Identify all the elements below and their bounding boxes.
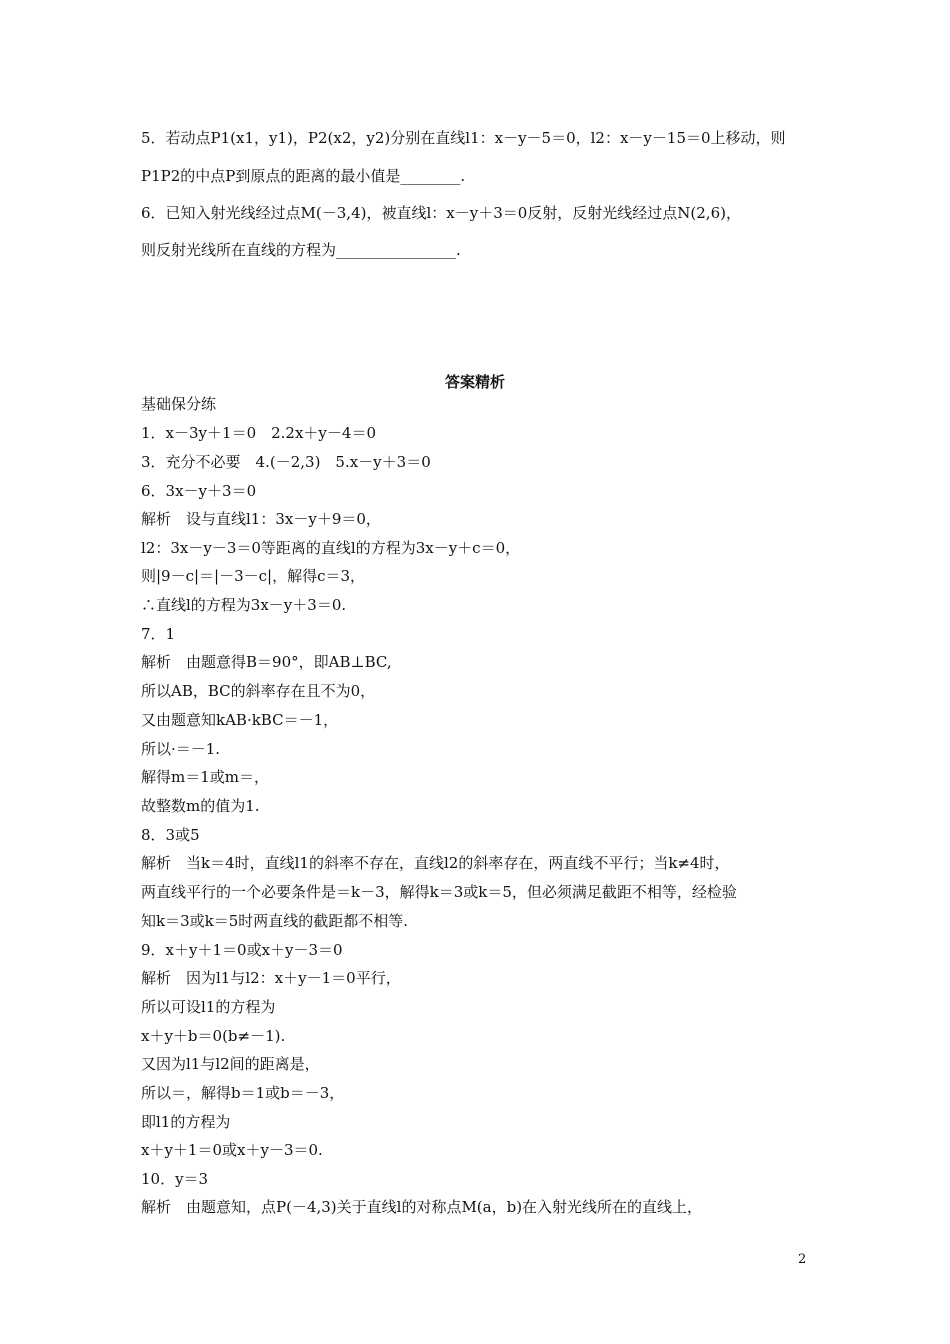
answer-line: 7．1 xyxy=(141,625,176,643)
answer-line: 又由题意知kAB·kBC＝－1， xyxy=(141,711,339,729)
answer-line: 3．充分不必要 4.(－2,3) 5.x－y＋3＝0 xyxy=(141,453,431,471)
answer-line: 知k＝3或k＝5时两直线的截距都不相等. xyxy=(141,912,409,930)
answer-line: 解得m＝1或m＝， xyxy=(141,768,269,786)
answer-line: 则|9－c|＝|－3－c|，解得c＝3， xyxy=(141,567,366,585)
question-5-line-1: 5．若动点P1(x1，y1)，P2(x2，y2)分别在直线l1：x－y－5＝0，l2：x－y－15＝0上移动，则 xyxy=(141,129,786,147)
answer-line: 所以＝，解得b＝1或b＝－3， xyxy=(141,1084,345,1102)
answer-line: 两直线平行的一个必要条件是＝k－3，解得k＝3或k＝5，但必须满足截距不相等，经检验 xyxy=(141,883,737,901)
answer-line: 10．y＝3 xyxy=(141,1170,209,1188)
answer-line: 所以可设l1的方程为 xyxy=(141,998,276,1016)
question-6-line-2: 则反射光线所在直线的方程为________________. xyxy=(141,241,461,259)
question-6-line-1: 6．已知入射光线经过点M(－3,4)，被直线l：x－y＋3＝0反射，反射光线经过点N(2,6)， xyxy=(141,204,741,222)
answer-line: 8．3或5 xyxy=(141,826,200,844)
answer-line: 故整数m的值为1. xyxy=(141,797,260,815)
answer-line: 解析 由题意知，点P(－4,3)关于直线l的对称点M(a，b)在入射光线所在的直线上， xyxy=(141,1198,703,1216)
answer-line: x＋y＋1＝0或x＋y－3＝0. xyxy=(141,1141,323,1159)
question-5-line-2: P1P2的中点P到原点的距离的最小值是________. xyxy=(141,167,466,185)
answer-line: 6．3x－y＋3＝0 xyxy=(141,482,257,500)
answer-line: 9．x＋y＋1＝0或x＋y－3＝0 xyxy=(141,941,343,959)
answer-line: x＋y＋b＝0(b≠－1). xyxy=(141,1027,286,1045)
answer-line: 即l1的方程为 xyxy=(141,1113,231,1131)
answer-line: 解析 因为l1与l2：x＋y－1＝0平行， xyxy=(141,969,401,987)
answer-line: 解析 由题意得B＝90°，即AB⊥BC, xyxy=(141,653,392,671)
answer-line: 1．x－3y＋1＝0 2.2x＋y－4＝0 xyxy=(141,424,376,442)
answer-line: 所以AB，BC的斜率存在且不为0， xyxy=(141,682,376,700)
answer-line: 解析 当k＝4时，直线l1的斜率不存在，直线l2的斜率存在，两直线不平行；当k≠4时， xyxy=(141,854,730,872)
answer-line: l2：3x－y－3＝0等距离的直线l的方程为3x－y＋c＝0， xyxy=(141,539,521,557)
page-number: 2 xyxy=(798,1252,807,1267)
answer-line: 基础保分练 xyxy=(141,395,217,413)
answer-title: 答案精析 xyxy=(444,373,505,391)
answer-line: ∴直线l的方程为3x－y＋3＝0. xyxy=(141,596,347,614)
answer-line: 又因为l1与l2间的距离是， xyxy=(141,1055,320,1073)
answer-line: 解析 设与直线l1：3x－y＋9＝0， xyxy=(141,510,381,528)
answer-line: 所以·＝－1. xyxy=(141,740,221,758)
